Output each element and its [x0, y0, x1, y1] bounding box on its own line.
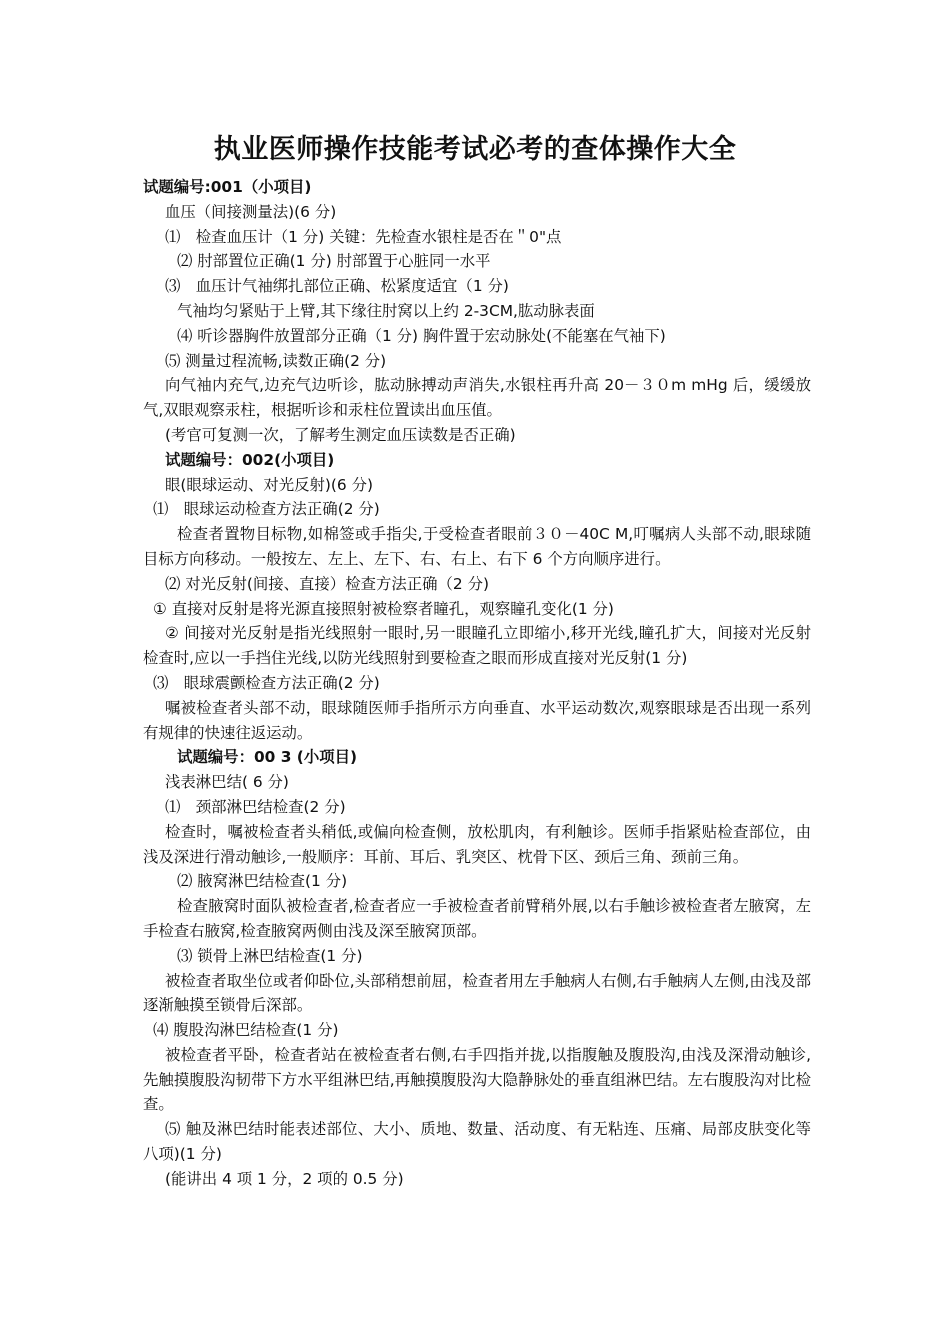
- section-3-paragraph-1: 检查时，嘱被检查者头稍低,或偏向检查侧，放松肌肉，有利触诊。医师手指紧贴检查部位，由浅及深进行滑动触诊,一般顺序：耳前、耳后、乳突区、枕骨下区、颈后三角、颈前三角。: [143, 822, 811, 866]
- document-title: 执业医师操作技能考试必考的查体操作大全: [213, 134, 737, 165]
- section-2-item-2: ⑵ 对光反射(间接、直接）检查方法正确（2 分): [165, 574, 490, 593]
- section-2-item-3: ⑶ 眼球震颤检查方法正确(2 分): [153, 673, 380, 692]
- section-2-item-2a: ① 直接对反射是将光源直接照射被检察者瞳孔，观察瞳孔变化(1 分): [153, 599, 614, 618]
- section-1-item-2: ⑵ 肘部置位正确(1 分) 肘部置于心脏同一水平: [177, 252, 491, 271]
- document-body: [143, 175, 811, 1192]
- section-1-item-1: ⑴ 检查血压计（1 分) 关键：先检查水银柱是否在＂0"点: [165, 227, 562, 246]
- section-3-heading: 试题编号：00 3 (小项目): [177, 748, 358, 767]
- section-1-subtitle: 血压（间接测量法)(6 分): [165, 202, 337, 221]
- section-1-item-4: ⑷ 听诊器胸件放置部分正确（1 分) 胸件置于宏动脉处(不能塞在气袖下): [177, 326, 666, 345]
- section-1-item-3: ⑶ 血压计气袖绑扎部位正确、松紧度适宜（1 分): [165, 277, 509, 296]
- section-2-paragraph-2: ② 间接对光反射是指光线照射一眼时,另一眼瞳孔立即缩小,移开光线,瞳孔扩大，间接对光反射检查时,应以一手挡住光线,以防光线照射到要检查之眼而形成直接对光反射(1 分): [143, 624, 811, 668]
- section-3-note: (能讲出 4 项 1 分，2 项的 0.5 分): [165, 1169, 404, 1188]
- section-3-paragraph-3: 被检查者取坐位或者仰卧位,头部稍想前屈，检查者用左手触病人右侧,右手触病人左侧,由浅及部逐渐触摸至锁骨后深部。: [143, 971, 811, 1015]
- section-2-paragraph-3: 嘱被检查者头部不动，眼球随医师手指所示方向垂直、水平运动数次,观察眼球是否出现一系列有规律的快速往返运动。: [143, 698, 811, 742]
- section-3-item-4: ⑷ 腹股沟淋巴结检查(1 分): [153, 1021, 339, 1040]
- section-2-item-1: ⑴ 眼球运动检查方法正确(2 分): [153, 500, 380, 519]
- section-3-item-3: ⑶ 锁骨上淋巴结检查(1 分): [177, 946, 363, 965]
- section-1-item-3-detail: 气袖均匀紧贴于上臂,其下缘往肘窝以上约 2-3CM,肱动脉表面: [177, 301, 595, 320]
- section-3-item-2: ⑵ 腋窝淋巴结检查(1 分): [177, 872, 348, 891]
- section-3-item-1: ⑴ 颈部淋巴结检查(2 分): [165, 797, 346, 816]
- section-2-heading: 试题编号：002(小项目): [165, 450, 335, 469]
- section-3-paragraph-4: 被检查者平卧，检查者站在被检查者右侧,右手四指并拢,以指腹触及腹股沟,由浅及深滑动触诊,先触摸腹股沟韧带下方水平组淋巴结,再触摸腹股沟大隐静脉处的垂直组淋巴结。左右腹股沟对比检查。: [143, 1045, 811, 1114]
- section-1-heading: 试题编号:001（小项目): [143, 178, 312, 196]
- section-1-item-5: ⑸ 测量过程流畅,读数正确(2 分): [165, 351, 387, 370]
- section-3-paragraph-2: 检查腋窝时面队被检查者,检查者应一手被检查者前臂稍外展,以右手触诊被检查者左腋窝，左手检查右腋窝,检查腋窝两侧由浅及深至腋窝顶部。: [143, 897, 811, 940]
- section-1-paragraph: 向气袖内充气,边充气边听诊，肱动脉搏动声消失,水银柱再升高 20－３０m mHg 后，缓缓放气,双眼观察汞柱，根据听诊和汞柱位置读出血压值。: [143, 376, 811, 420]
- section-2-paragraph-1: 检查者置物目标物,如棉签或手指尖,于受检查者眼前３０－40C M,叮嘱病人头部不动,眼球随目标方向移动。一般按左、左上、左下、右、右上、右下 6 个方向顺序进行。: [143, 525, 811, 568]
- section-2-subtitle: 眼(眼球运动、对光反射)(6 分): [165, 475, 373, 494]
- section-3-subtitle: 浅表淋巴结( 6 分): [165, 773, 289, 792]
- section-3-item-5: ⑸ 触及淋巴结时能表述部位、大小、质地、数量、活动度、有无粘连、压痛、局部皮肤变化等八项)(1 分): [143, 1120, 811, 1164]
- section-1-note: (考官可复测一次，了解考生测定血压读数是否正确): [165, 425, 516, 444]
